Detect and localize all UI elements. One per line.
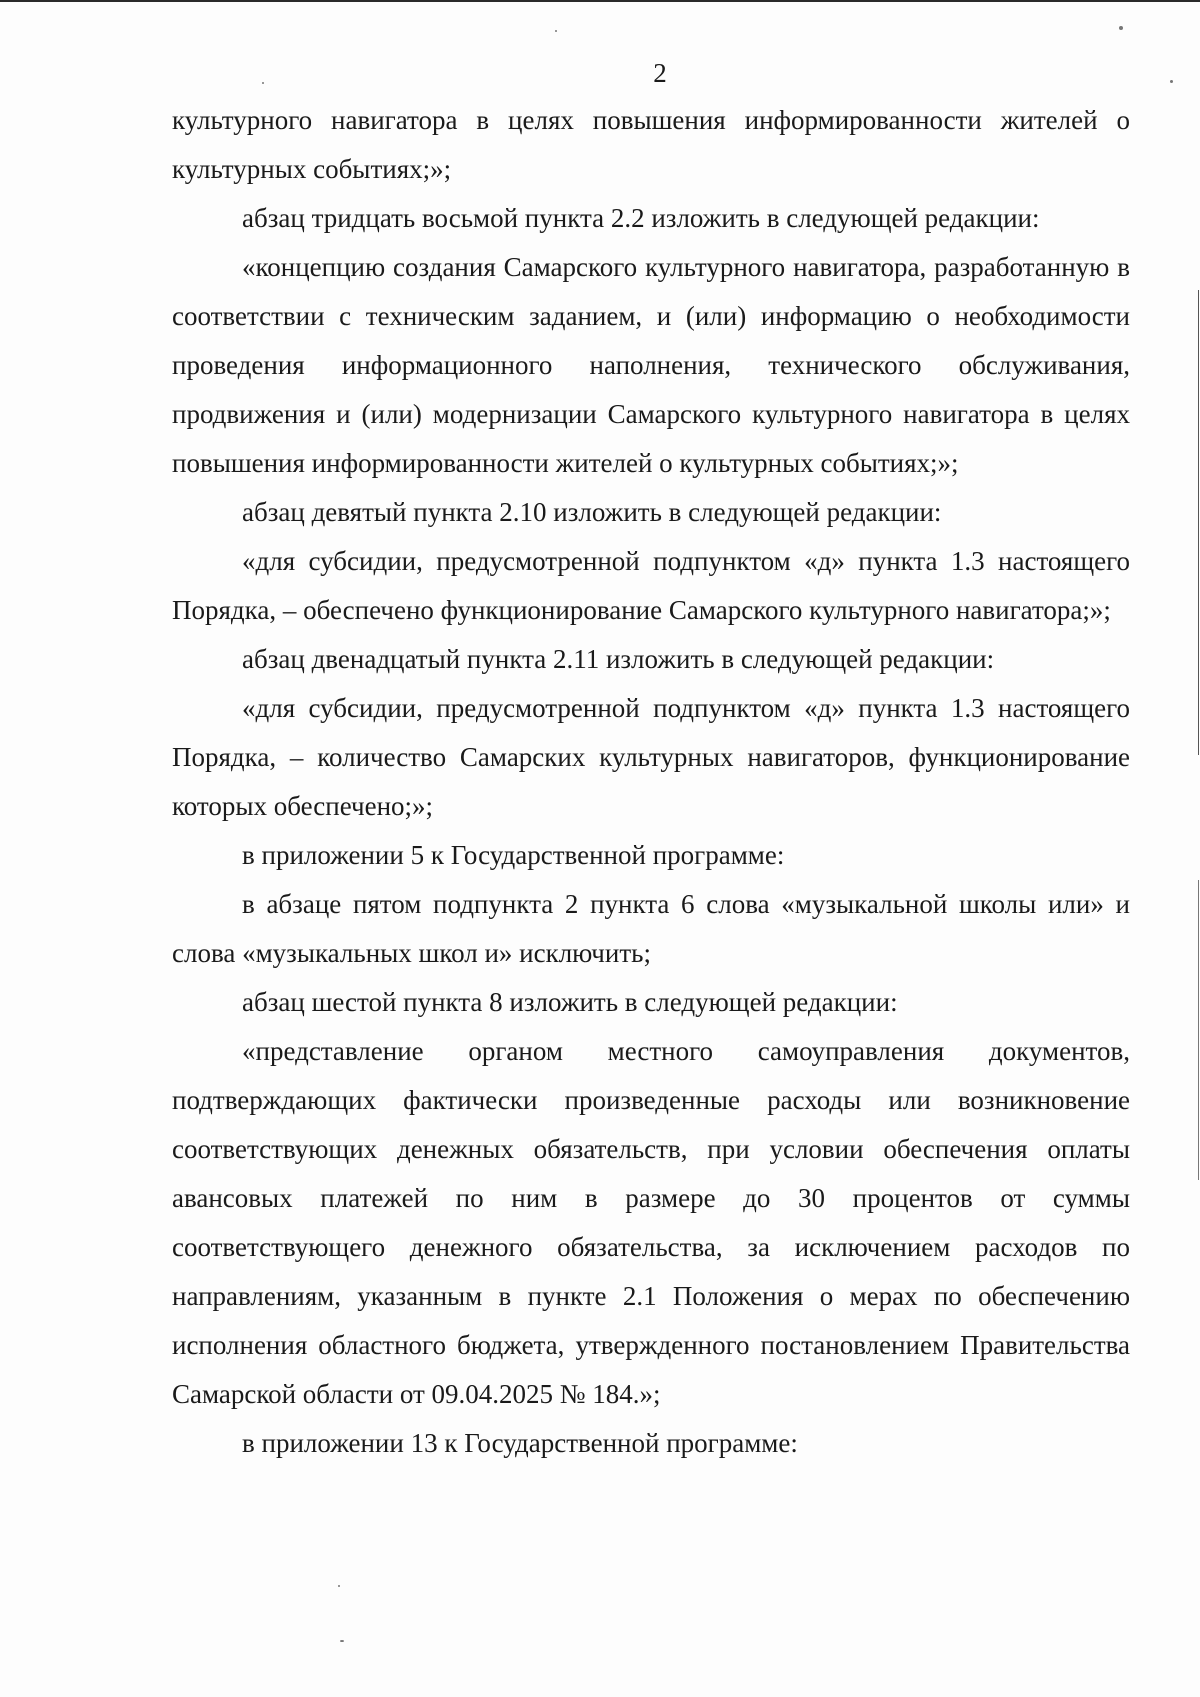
scan-right-edge [1198,290,1199,755]
paragraph-9: в абзаце пятом подпункта 2 пункта 6 слова «музыкальной школы или» и слова «музыкальных школ и» исключить; [172,889,1130,968]
paragraph-2: абзац тридцать восьмой пункта 2.2 изложить в следующей редакции: [242,203,1040,233]
scan-top-edge [0,0,1200,2]
scan-speck [338,1585,340,1587]
scan-speck [1170,80,1173,83]
scan-right-edge-lower [1198,880,1199,1180]
scan-speck [340,1640,344,1642]
paragraph-8: в приложении 5 к Государственной программе: [242,840,785,870]
paragraph-5: «для субсидии, предусмотренной подпунктом «д» пункта 1.3 настоящего Порядка, – обеспечено функционирование Самарского культурного навигатора;»; [172,546,1130,625]
paragraph-4: абзац девятый пункта 2.10 изложить в следующей редакции: [242,497,942,527]
paragraph-11: «представление органом местного самоуправления документов, подтверждающих фактически произведенные расходы или возникновение соответствующих денежных обязательств, при условии обеспечения оплаты авансовых платежей по ним в размере до 30 процентов от суммы соответствующего денежного обязательства, за исключением расходов по направлениям, указанным в пункте 2.1 Положения о мерах по обеспечению исполнения областного бюджета, утвержденного постановлением Правительства Самарской области от 09.04.2025 № 184.»; [172,1036,1130,1409]
scan-speck [555,30,557,32]
paragraph-10: абзац шестой пункта 8 изложить в следующей редакции: [242,987,898,1017]
paragraph-1: культурного навигатора в целях повышения информированности жителей о культурных событиях;»; [172,105,1130,184]
scan-speck [262,82,264,84]
scan-speck [1119,26,1123,30]
paragraph-7: «для субсидии, предусмотренной подпунктом «д» пункта 1.3 настоящего Порядка, – количество Самарских культурных навигаторов, функционирование которых обеспечено;»; [172,693,1130,821]
paragraph-3: «концепцию создания Самарского культурного навигатора, разработанную в соответствии с техническим заданием, и (или) информацию о необходимости проведения информационного наполнения, технического обслуживания, продвижения и (или) модернизации Самарского культурного навигатора в целях повышения информированности жителей о культурных событиях;»; [172,252,1130,478]
paragraph-12: в приложении 13 к Государственной программе: [242,1428,798,1458]
document-body [172,96,1130,1468]
page-number: 2 [653,58,667,88]
paragraph-6: абзац двенадцатый пункта 2.11 изложить в следующей редакции: [242,644,995,674]
